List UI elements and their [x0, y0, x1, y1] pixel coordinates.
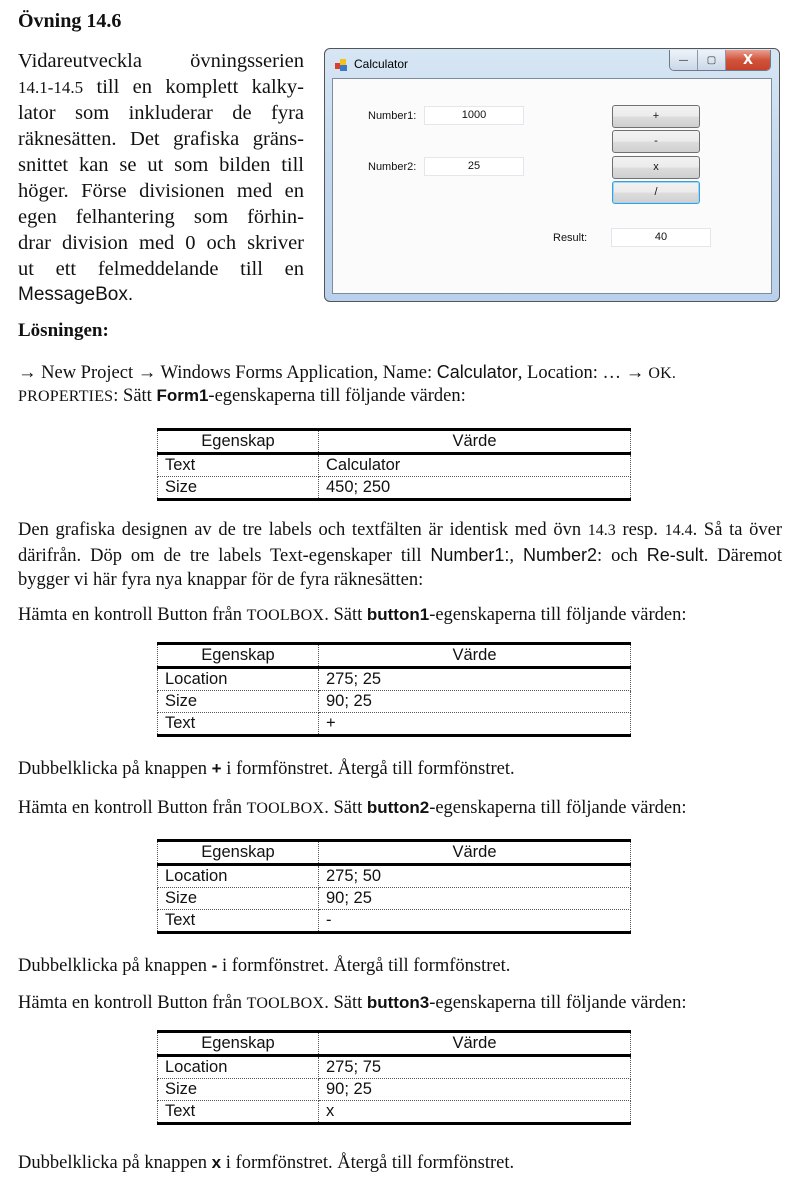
- column-header: Egenskap: [158, 430, 319, 454]
- multiply-button[interactable]: x: [612, 156, 700, 179]
- property-value: 450; 250: [319, 477, 631, 500]
- intro-line: ut ett felmeddelande till en: [18, 258, 304, 280]
- column-header: Egenskap: [158, 1032, 319, 1056]
- maximize-button[interactable]: [698, 50, 726, 70]
- intro-line: 14.1-14.5 till en komplett kalky-: [18, 76, 304, 98]
- fetch-button2-instruction: Hämta en kontroll Button från TOOLBOX. Sätt button2-egenskaperna till följande värden:: [18, 798, 687, 818]
- window-titlebar[interactable]: [325, 49, 779, 79]
- property-name: Size: [158, 888, 319, 910]
- table-row: [158, 910, 631, 933]
- divide-button[interactable]: /: [612, 181, 700, 204]
- property-value: 275; 25: [319, 668, 631, 691]
- app-icon: [335, 59, 347, 71]
- exercise-description: [18, 48, 304, 308]
- property-value: 275; 75: [319, 1056, 631, 1079]
- number2-input[interactable]: 25: [424, 157, 524, 176]
- table-row: [158, 477, 631, 500]
- table-row: [158, 1056, 631, 1079]
- close-icon: X: [742, 52, 754, 68]
- property-name: Size: [158, 691, 319, 713]
- property-name: Location: [158, 865, 319, 888]
- intro-line: höger. Förse divisionen med en: [18, 180, 304, 202]
- exercise-title: Övning 14.6: [18, 10, 122, 32]
- column-header: Egenskap: [158, 841, 319, 865]
- property-name: Location: [158, 668, 319, 691]
- table-row: [158, 1079, 631, 1101]
- button3-properties-table: [157, 1030, 631, 1125]
- result-output[interactable]: 40: [611, 228, 711, 247]
- form-client-area: [332, 78, 772, 294]
- property-value: 90; 25: [319, 1079, 631, 1101]
- property-value: +: [319, 713, 631, 736]
- property-value: x: [319, 1101, 631, 1124]
- design-paragraph: Den grafiska designen av de tre labels och textfälten är identisk med övn 14.3 resp. 14.4. Så ta över därifrån. Döp om de tre labels Text-egenskaper till Number1:, Number2: och Re-sult. Däremot bygger vi här fyra nya knappar för de fyra räknesätten:: [18, 520, 783, 590]
- subtract-button[interactable]: -: [612, 130, 700, 153]
- number1-label: Number1:: [368, 110, 417, 122]
- column-header: Värde: [319, 644, 631, 668]
- minimize-button[interactable]: [670, 50, 698, 70]
- result-label: Result:: [553, 232, 588, 244]
- button1-properties-table: [157, 642, 631, 737]
- property-value: 90; 25: [319, 691, 631, 713]
- column-header: Egenskap: [158, 644, 319, 668]
- intro-line: räknesätten. Det grafiska gräns-: [18, 128, 304, 150]
- calculator-window: [324, 48, 780, 302]
- project-name: Calculator: [436, 362, 518, 382]
- step-properties: PROPERTIES: Sätt Form1-egenskaperna till följande värden:: [18, 386, 466, 406]
- solution-heading: Lösningen:: [18, 320, 109, 341]
- dblclick-multiply-instruction: Dubbelklicka på knappen x i formfönstret. Återgå till formfönstret.: [18, 1153, 515, 1173]
- property-name: Size: [158, 1079, 319, 1101]
- column-header: Värde: [319, 430, 631, 454]
- table-row: [158, 888, 631, 910]
- property-name: Text: [158, 713, 319, 736]
- table-row: [158, 865, 631, 888]
- table-row: [158, 713, 631, 736]
- property-name: Text: [158, 454, 319, 477]
- property-name: Size: [158, 477, 319, 500]
- table-header-row: [158, 1032, 631, 1056]
- table-header-row: [158, 644, 631, 668]
- form1-properties-table: [157, 428, 631, 501]
- intro-line: lator som inkluderar de fyra: [18, 102, 304, 124]
- column-header: Värde: [319, 841, 631, 865]
- intro-line: egen felhantering som förhin-: [18, 206, 304, 228]
- property-name: Text: [158, 910, 319, 933]
- fetch-button3-instruction: Hämta en kontroll Button från TOOLBOX. Sätt button3-egenskaperna till följande värden:: [18, 993, 687, 1013]
- arrow-icon: →: [137, 363, 157, 383]
- intro-line: Vidareutveckla övningsserien: [18, 50, 304, 72]
- property-value: -: [319, 910, 631, 933]
- number2-label: Number2:: [368, 161, 417, 173]
- table-row: [158, 691, 631, 713]
- dblclick-subtract-instruction: Dubbelklicka på knappen - i formfönstret. Återgå till formfönstret.: [18, 956, 511, 976]
- table-row: [158, 1101, 631, 1124]
- step-new-project: → New Project → Windows Forms Application, Name: Calculator, Location: … → OK.: [18, 362, 677, 383]
- close-button[interactable]: [726, 50, 770, 70]
- add-button[interactable]: +: [612, 105, 700, 128]
- window-controls: [669, 50, 771, 71]
- maximize-icon: ▢: [706, 54, 717, 66]
- dblclick-add-instruction: Dubbelklicka på knappen + i formfönstret. Återgå till formfönstret.: [18, 759, 515, 779]
- intro-line: drar division med 0 och skriver: [18, 232, 304, 254]
- fetch-button1-instruction: Hämta en kontroll Button från TOOLBOX. Sätt button1-egenskaperna till följande värden:: [18, 605, 687, 625]
- intro-line-messagebox: MessageBox.: [18, 284, 134, 305]
- arrow-icon: →: [625, 363, 645, 383]
- column-header: Värde: [319, 1032, 631, 1056]
- button2-properties-table: [157, 839, 631, 934]
- property-name: Location: [158, 1056, 319, 1079]
- property-value: 90; 25: [319, 888, 631, 910]
- minimize-icon: —: [678, 54, 689, 66]
- table-row: [158, 454, 631, 477]
- table-row: [158, 668, 631, 691]
- property-name: Text: [158, 1101, 319, 1124]
- table-header-row: [158, 841, 631, 865]
- window-title: Calculator: [354, 57, 409, 71]
- intro-line: snittet kan se ut som bilden till: [18, 154, 304, 176]
- property-value: Calculator: [319, 454, 631, 477]
- number1-input[interactable]: 1000: [424, 106, 524, 125]
- table-header-row: [158, 430, 631, 454]
- arrow-icon: →: [18, 363, 37, 383]
- property-value: 275; 50: [319, 865, 631, 888]
